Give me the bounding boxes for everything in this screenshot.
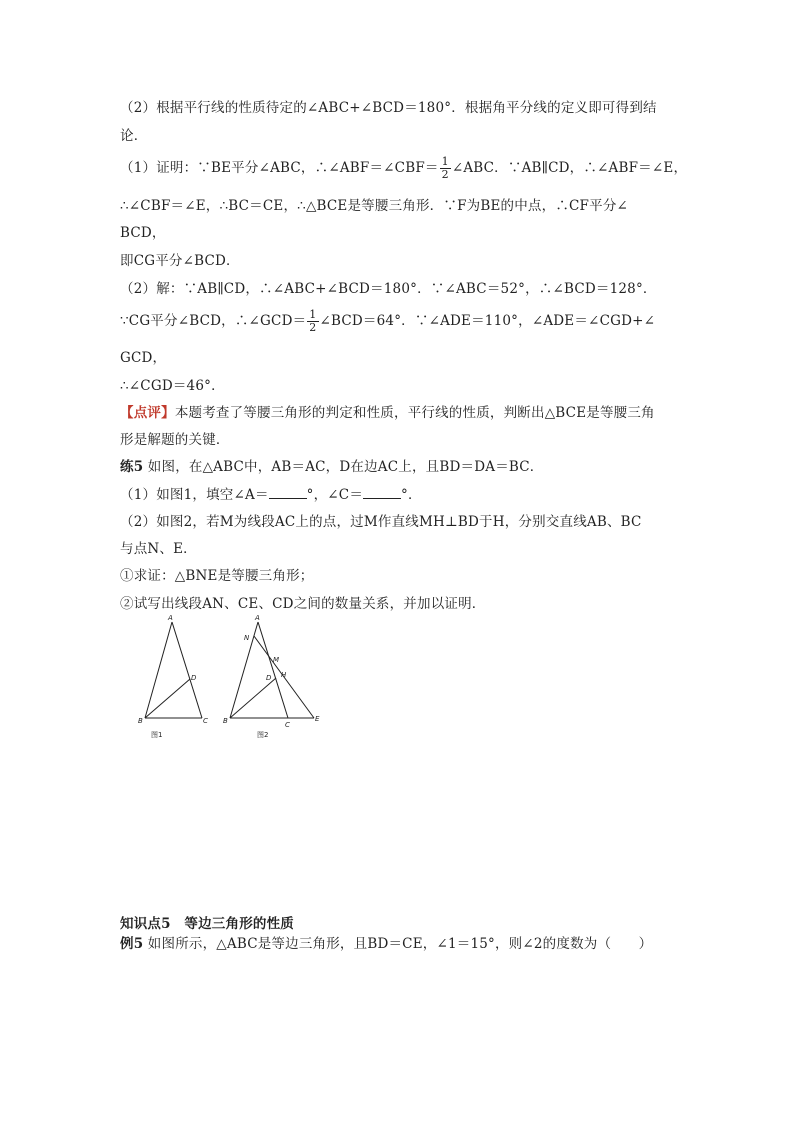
review-line — [120, 401, 655, 421]
label-b: B — [138, 717, 143, 725]
segment-ac — [258, 622, 288, 718]
label-d: D — [191, 674, 197, 682]
label-c: C — [203, 717, 208, 725]
label-c: C — [285, 721, 290, 729]
label-b: B — [223, 717, 228, 725]
figure-1-caption: 图1 — [151, 731, 163, 739]
solution-text: ∵CG平分∠BCD，∴∠GCD＝ — [120, 313, 307, 329]
exercise-text: 如图，在△ABC中，AB＝AC，D在边AC上，且BD＝DA＝BC． — [147, 459, 544, 475]
text-line: （2）根据平行线的性质待定的∠ABC+∠BCD＝180°．根据角平分线的定义即可得到结 — [120, 100, 657, 116]
label-n: N — [244, 634, 250, 642]
exercise-tag: 练5 — [120, 459, 144, 475]
review-tag: 【点评】 — [120, 405, 175, 421]
figure-1 — [130, 610, 220, 745]
proof-line — [120, 156, 687, 181]
fraction-half: $\frac{1}{2}$ — [441, 155, 449, 181]
text-line: 与点N、E． — [120, 541, 197, 557]
label-m: M — [273, 656, 280, 664]
text-line: （2）解：∵AB∥CD，∴∠ABC+∠BCD＝180°．∵∠ABC＝52°，∴∠BCD＝128°． — [120, 281, 657, 297]
segment-bd — [230, 678, 276, 718]
segment-ab — [145, 622, 172, 718]
fraction-half: $\frac{1}{2}$ — [309, 308, 317, 334]
solution-line — [120, 309, 655, 334]
label-d: D — [266, 674, 272, 682]
segment-bd — [145, 679, 190, 718]
proof-text: （1）证明：∵BE平分∠ABC，∴∠ABF＝∠CBF＝ — [120, 160, 439, 176]
proof-text: ∠ABC．∵AB∥CD，∴∠ABF＝∠E， — [451, 160, 688, 176]
text-line: ②试写出线段AN、CE、CD之间的数量关系，并加以证明． — [120, 596, 486, 612]
text-line: 形是解题的关键． — [120, 432, 230, 448]
label-h: H — [281, 671, 287, 679]
label-e: E — [315, 715, 320, 723]
exercise-title — [120, 455, 544, 475]
review-text: 本题考查了等腰三角形的判定和性质，平行线的性质，判断出△BCE是等腰三角 — [174, 405, 655, 421]
solution-text: ∠BCD＝64°．∵∠ADE＝110°，∠ADE＝∠CGD+∠ — [319, 313, 656, 329]
section-heading: 知识点5 等边三角形的性质 — [120, 916, 294, 932]
text-line: 论． — [120, 128, 148, 144]
example-tag: 例5 — [120, 936, 144, 952]
example-text: 如图所示，△ABC是等边三角形，且BD＝CE，∠1＝15°，则∠2的度数为（ ） — [147, 936, 653, 952]
answer-blank[interactable] — [363, 486, 401, 499]
text-line: ∴∠CBF＝∠E，∴BC＝CE，∴△BCE是等腰三角形．∵F为BE的中点，∴CF平分∠ — [120, 198, 629, 214]
figure-2-caption: 图2 — [257, 731, 269, 739]
text-line: 即CG平分∠BCD． — [120, 253, 240, 269]
text-line: ∴∠CGD＝46°． — [120, 378, 225, 394]
example-line — [120, 932, 652, 952]
segment-ac — [172, 622, 202, 718]
label-a: A — [255, 614, 260, 622]
label-a: A — [168, 614, 173, 622]
text-line: BCD， — [120, 225, 166, 241]
figure-2 — [222, 610, 332, 745]
text-line: ①求证：△BNE是等腰三角形； — [120, 568, 314, 584]
answer-blank[interactable] — [269, 486, 307, 499]
text-line: （2）如图2，若M为线段AC上的点，过M作直线MH⊥BD于H，分别交直线AB、BC — [120, 514, 642, 530]
text-line: GCD， — [120, 350, 167, 366]
fill-line: （1）如图1，填空∠A＝ °，∠C＝ °． — [120, 487, 422, 503]
